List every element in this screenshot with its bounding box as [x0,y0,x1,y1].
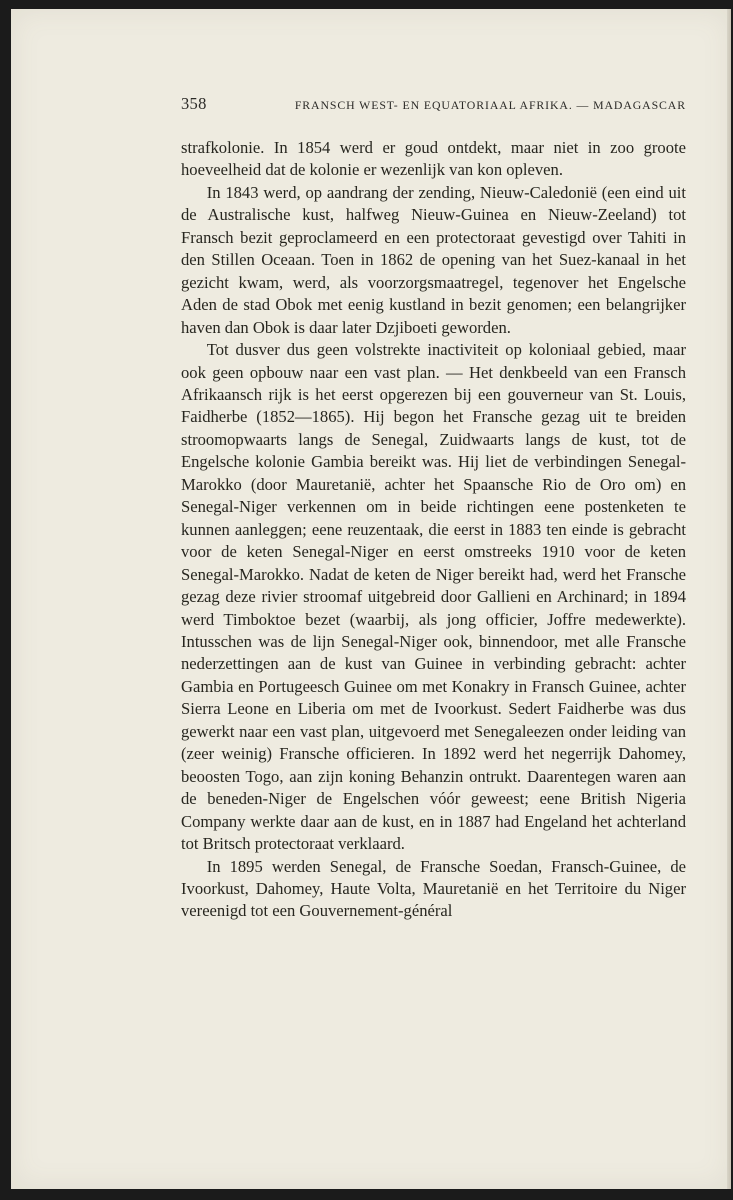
paragraph-continuation: strafkolonie. In 1854 werd er goud ontdekt, maar niet in zoo groote hoeveelheid dat de kolonie er wezenlijk van kon opleven. [181,138,686,180]
paragraph-faidherbe: Tot dusver dus geen volstrekte inactiviteit op koloniaal gebied, maar ook geen opbouw naar een vast plan. — Het denkbeeld van een Fransch Afrikaansch rijk is het eerst opgerezen bij een gouverneur van St. Louis, Faidherbe (1852—1865). Hij begon het Fransche gezag uit te breiden stroomopwaarts langs de Senegal, Zuidwaarts langs de kust, tot de Engelsche kolonie Gambia bereikt was. Hij liet de verbindingen Senegal-Marokko (door Mauretanië, achter het Spaansche Rio de Oro om) en Senegal-Niger verkennen om in beide richtingen eene postenketen te kunnen aanleggen; eene reuzentaak, die eerst in 1883 ten einde is gebracht voor de keten Senegal-Niger en eerst omstreeks 1910 voor de keten Senegal-Marokko. Nadat de keten de Niger bereikt had, werd het Fransche gezag deze rivier stroomaf uitgebreid door Gallieni en Archinard; in 1894 werd Timboktoe bezet (waarbij, als jong officier, Joffre medewerkte). Intusschen was de lijn Senegal-Niger ook, binnendoor, met alle Fransche nederzettingen aan de kust van Guinee in verbinding gebracht: achter Gambia en Portugeesch Guinee om met Konakry in Fransch Guinee, achter Sierra Leone en Liberia om met de Ivoorkust. Sedert Faidherbe was dus gewerkt naar een vast plan, uitgevoerd met Senegaleezen onder leiding van (zeer weinig) Fransche officieren. In 1892 werd het negerrijk Dahomey, beoosten Togo, aan zijn koning Behanzin ontrukt. Daarentegen waren aan de beneden-Niger de Engelschen vóór geweest; eene British Nigeria Company werkte daar aan de kust, en in 1887 had Engeland het achterland tot Britsch protectoraat verklaard. [181,340,686,854]
paragraph-nieuw-caledonie: In 1843 werd, op aandrang der zending, Nieuw-Caledonië (een eind uit de Australische kust, halfweg Nieuw-Guinea en Nieuw-Zeeland) tot Fransch bezit geproclameerd en een protectoraat gevestigd over Tahiti in den Stillen Oceaan. Toen in 1862 de opening van het Suez-kanaal in het gezicht kwam, werd, als voorzorgsmaatregel, tegenover het Engelsche Aden de stad Obok met eenig kustland in bezit genomen; een belangrijker haven dan Obok is daar later Dzjiboeti geworden. [181,182,686,337]
running-title: FRANSCH WEST- EN EQUATORIAAL AFRIKA. — MADAGASCAR [294,98,686,112]
body-text [181,137,686,923]
page-edge [727,9,731,1189]
page-number: 358 [181,94,207,113]
running-header [181,94,686,114]
scan-border [0,0,733,8]
paragraph-1895: In 1895 werden Senegal, de Fransche Soedan, Fransch-Guinee, de Ivoorkust, Dahomey, Haute Volta, Mauretanië en het Territoire du Niger vereenigd tot een Gouvernement-général [181,856,686,921]
